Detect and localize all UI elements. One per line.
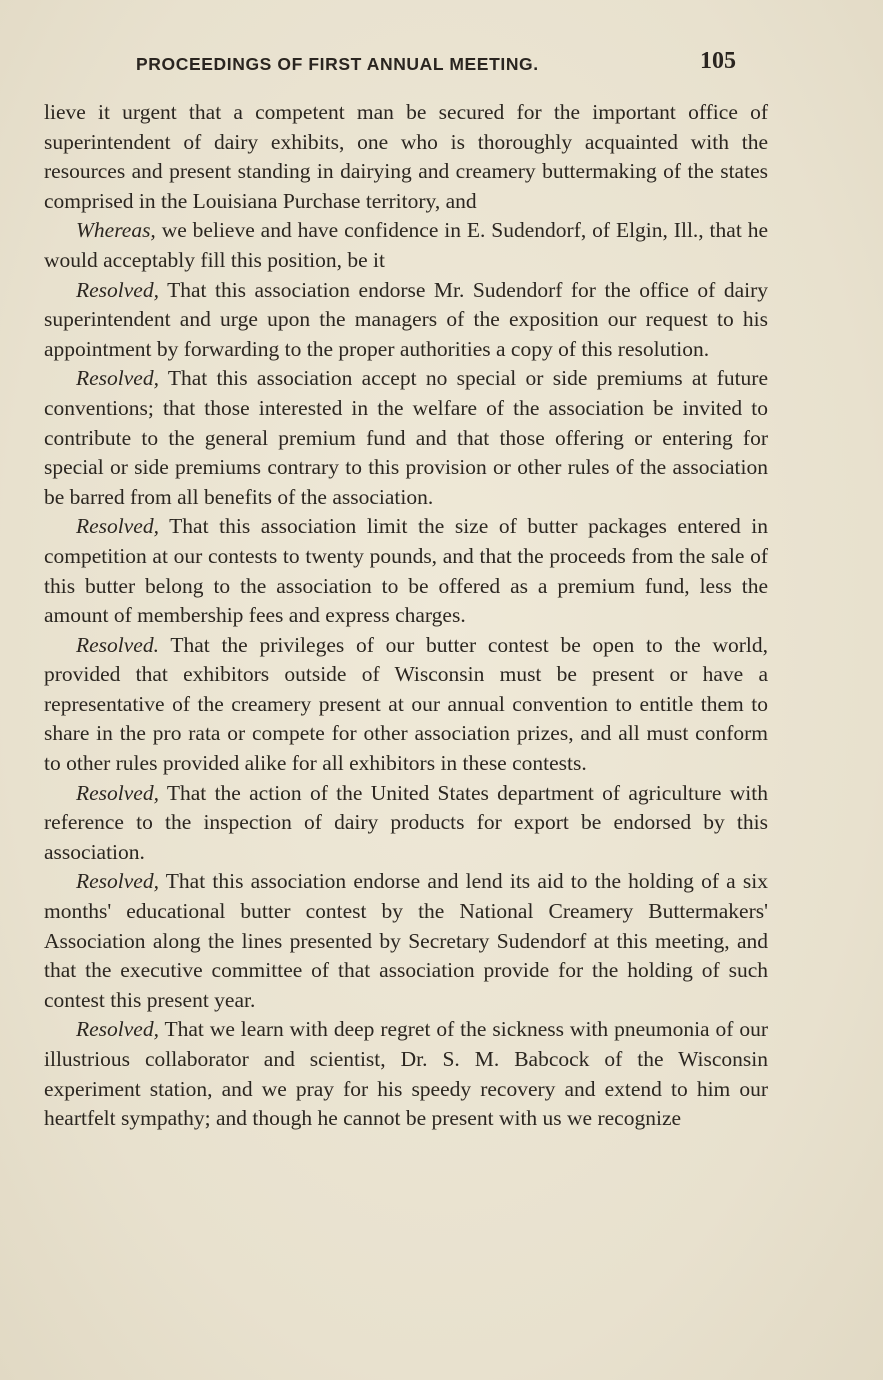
paragraph-text: That the privileges of our butter contest be open to the world, provided that exhibitors outside of Wisconsin must be present or have a representative of the creamery present at our annual convention to entitle them to share in the pro rata or compete for other association prizes, and all must conform to other rules provided alike for all exhibitors in these contests. [44,632,768,776]
paragraph-text: That this association limit the size of butter packages entered in competition at our contests to twenty pounds, and that the proceeds from the sale of this butter belong to the association to be offered as a premium fund, less the amount of membership fees and express charges. [44,514,768,628]
paragraph-resolution [44,779,768,868]
paragraph-resolution [44,364,768,512]
paragraph-text: That this association endorse Mr. Sudendorf for the office of dairy superintendent and urge upon the managers of the exposition our request to his appointment by forwarding to the proper authorities a copy of this resolution. [44,277,768,361]
paragraph-text: lieve it urgent that a competent man be secured for the important office of superintendent of dairy exhibits, one who is thoroughly acquainted with the resources and present standing in dairying and creamery buttermaking of the states comprised in the Louisiana Purchase territory, and [44,100,768,213]
paragraph-lead: Resolved, [76,780,159,805]
body-text [44,98,768,1134]
running-title: PROCEEDINGS OF FIRST ANNUAL MEETING. [136,54,539,74]
paragraph-text: That this association accept no special or side premiums at future conventions; that those interested in the welfare of the association be invited to contribute to the general premium fund and that those offering or entering for special or side premiums contrary to this provision or other rules of the association be barred from all benefits of the association. [44,366,768,509]
paragraph-lead: Resolved, [76,1017,159,1042]
page-number: 105 [700,48,736,74]
paragraph-lead: Whereas, [76,218,156,243]
paragraph-text: That this association endorse and lend its aid to the holding of a six months' educational butter contest by the National Creamery Buttermakers' Association along the lines presented by Secretary Sudendorf at this meeting, and that the executive committee of that association provide for the holding of such contest this present year. [44,869,768,1012]
paragraph-resolution [44,512,768,630]
paragraph-resolution [44,867,768,1015]
paragraph-lead: Resolved, [76,514,159,539]
paragraph-lead: Resolved, [76,869,159,894]
paragraph-text: That we learn with deep regret of the sickness with pneumonia of our illustrious collaborator and scientist, Dr. S. M. Babcock of the Wisconsin experiment station, and we pray for his speedy recovery and extend to him our heartfelt sympathy; and though he cannot be present with us we recognize [44,1017,768,1131]
paragraph-resolution [44,1015,768,1133]
paragraph-lead: Resolved, [76,366,159,391]
paragraph-resolution [44,276,768,365]
paragraph-lead: Resolved, [76,277,159,302]
paragraph-text: we believe and have confidence in E. Sudendorf, of Elgin, Ill., that he would acceptably fill this position, be it [44,218,768,272]
page-header [44,44,761,84]
paragraph-whereas [44,216,768,275]
paragraph-resolution [44,631,768,779]
paragraph-continuation [44,98,768,216]
paragraph-lead: Resolved. [76,632,159,657]
paragraph-text: That the action of the United States department of agriculture with reference to the inspection of dairy products for export be endorsed by this association. [44,780,768,864]
